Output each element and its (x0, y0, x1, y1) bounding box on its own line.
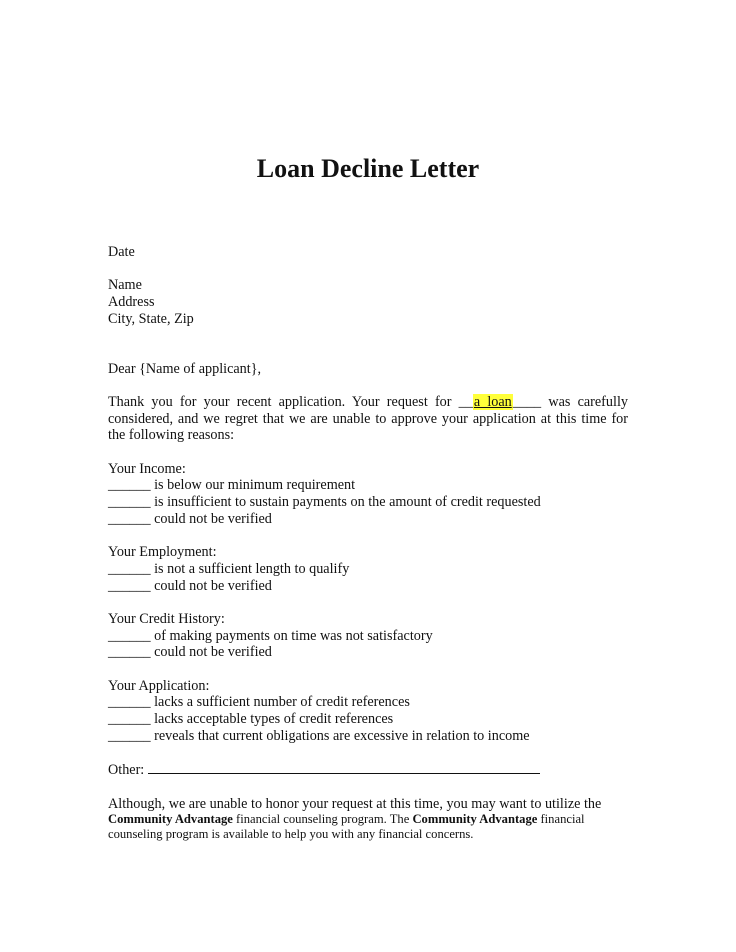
spacer (108, 444, 628, 461)
section-heading: Your Employment: (108, 544, 217, 561)
reason-item: ______ could not be verified (108, 577, 272, 594)
spacer (108, 779, 628, 796)
closing-mid-1: financial counseling program. The (232, 812, 413, 827)
recipient-city-state-zip: City, State, Zip (108, 310, 194, 327)
reason-item: ______ reveals that current obligations are excessive in relation to income (108, 727, 530, 744)
letter-title: Loan Decline Letter (256, 154, 480, 183)
spacer (108, 528, 628, 545)
reason-item: ______ is below our minimum requirement (108, 477, 356, 494)
spacer (108, 261, 628, 278)
reason-item: ______ lacks a sufficient number of credit references (108, 694, 410, 711)
loan-highlight: a loan (473, 393, 512, 410)
date-line: Date (108, 244, 135, 260)
intro-paragraph (108, 394, 628, 444)
reason-item: ______ lacks acceptable types of credit references (108, 711, 394, 728)
section-heading: Your Income: (108, 460, 186, 477)
loan-blank-before: __ (458, 393, 473, 410)
recipient-name: Name (108, 277, 142, 294)
spacer (108, 328, 628, 361)
spacer (108, 594, 628, 611)
section-heading: Your Credit History: (108, 610, 225, 627)
reason-item: ______ could not be verified (108, 644, 272, 661)
reason-item: ______ is not a sufficient length to qualify (108, 560, 350, 577)
other-label: Other: (108, 762, 145, 779)
recipient-address: Address (108, 294, 155, 311)
program-name: Community Advantage (108, 812, 233, 827)
program-name: Community Advantage (412, 812, 538, 827)
section-heading: Your Application: (108, 677, 210, 694)
other-line (108, 761, 628, 779)
letter-body (108, 244, 628, 842)
intro-text-after: was carefully considered, and we regret that we are unable to approve your application at this time for the following reasons: (108, 393, 628, 444)
closing-line-2 (108, 812, 628, 827)
closing-paragraph (108, 796, 628, 843)
reason-section-employment (108, 544, 628, 594)
closing-line-3: counseling program is available to help you with any financial concerns. (108, 827, 474, 842)
loan-blank-after: ____ (512, 393, 542, 410)
reason-section-credit-history (108, 611, 628, 661)
intro-text-before: Thank you for your recent application. Your request for (108, 393, 459, 410)
reason-item: ______ of making payments on time was not satisfactory (108, 627, 433, 644)
spacer (108, 745, 628, 762)
salutation: Dear {Name of applicant}, (108, 360, 262, 377)
reason-section-income (108, 461, 628, 528)
closing-mid-2: financial (537, 812, 585, 827)
reason-item: ______ is insufficient to sustain payments on the amount of credit requested (108, 494, 541, 511)
other-blank-line (148, 761, 540, 774)
spacer (108, 661, 628, 678)
reason-section-application (108, 678, 628, 745)
spacer (108, 377, 628, 394)
reason-item: ______ could not be verified (108, 510, 272, 527)
closing-line-1: Although, we are unable to honor your request at this time, you may want to utilize the (108, 795, 602, 812)
